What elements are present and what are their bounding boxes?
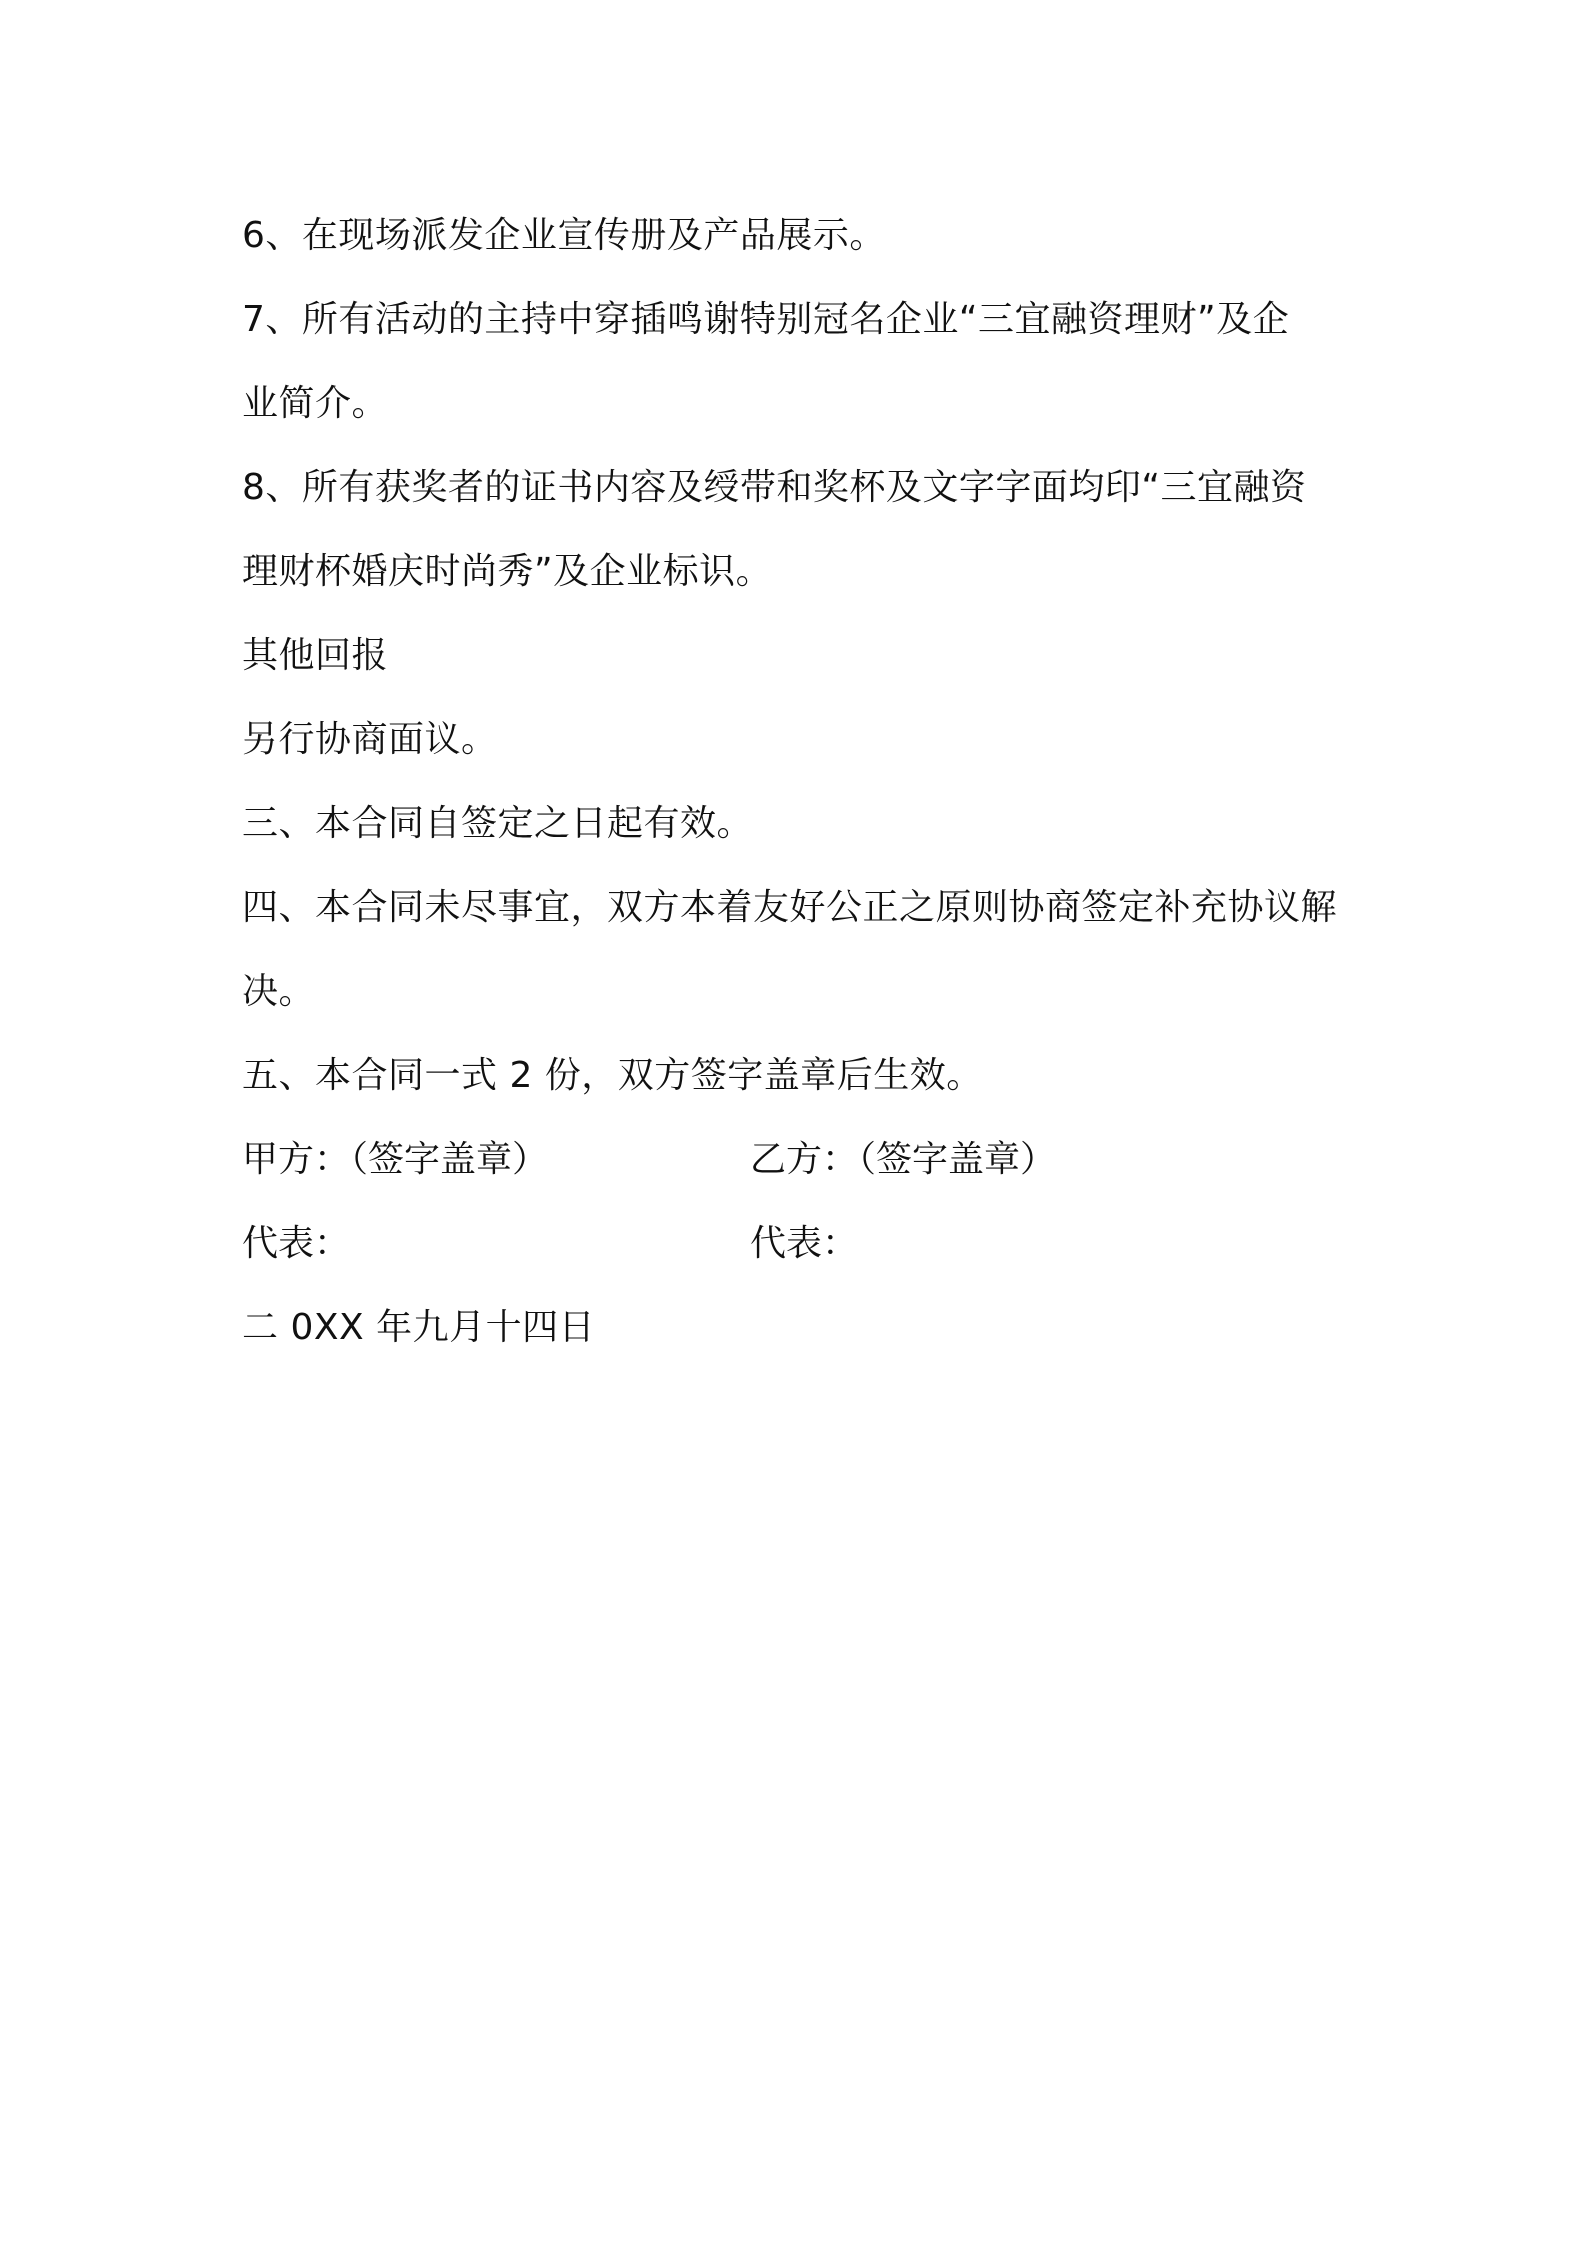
- other-returns-heading: 其他回报: [242, 635, 389, 676]
- party-b-signature: 乙方：（签字盖章）: [750, 1139, 1057, 1180]
- signature-row: [242, 1118, 1362, 1202]
- other-returns-text: 另行协商面议。: [242, 719, 498, 760]
- party-a-signature: 甲方：（签字盖章）: [242, 1139, 549, 1180]
- party-a-representative: 代表：: [242, 1223, 351, 1264]
- clause-8-line-2: 理财杯婚庆时尚秀”及企业标识。: [242, 551, 773, 592]
- clause-8-line-1: 8、所有获奖者的证书内容及绶带和奖杯及文字字面均印“三宜融资: [242, 467, 1307, 508]
- clause-7-line-2: 业简介。: [242, 383, 389, 424]
- article-5: 五、本合同一式 2 份，双方签字盖章后生效。: [242, 1055, 983, 1096]
- contract-date: 二 0XX 年九月十四日: [242, 1307, 596, 1348]
- party-b-representative: 代表：: [750, 1223, 859, 1264]
- representative-row: [242, 1202, 1362, 1286]
- document-body: [242, 194, 1362, 1370]
- article-3: 三、本合同自签定之日起有效。: [242, 803, 754, 844]
- article-4-line-1: 四、本合同未尽事宜，双方本着友好公正之原则协商签定补充协议解: [242, 887, 1338, 928]
- clause-7-line-1: 7、所有活动的主持中穿插鸣谢特别冠名企业“三宜融资理财”及企: [242, 299, 1290, 340]
- clause-6: 6、在现场派发企业宣传册及产品展示。: [242, 215, 886, 256]
- article-4-line-2: 决。: [242, 971, 316, 1012]
